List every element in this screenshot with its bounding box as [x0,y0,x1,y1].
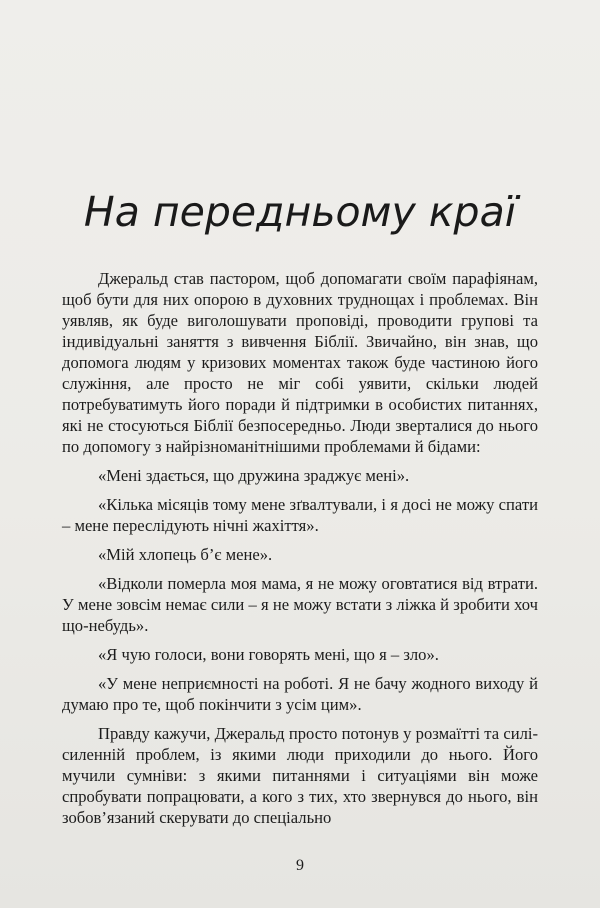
chapter-body [62,268,538,836]
quote-2: «Кілька місяців тому мене зґвалтували, і я досі не можу спати – мене переслідують нічні жахіття». [62,495,538,535]
quote-3: «Мій хлопець б’є мене». [98,545,273,564]
chapter-title: На передньому краї [83,188,517,236]
closing-paragraph: Правду кажучи, Джеральд просто потонув у розмаїтті та силі-силенній проблем, із якими люди приходили до нього. Його мучили сумніви: з якими питаннями і ситуаціями він може спробувати попрацювати, а кого з тих, хто звернувся до нього, він зобов’язаний скерувати до спеціально [62,724,538,827]
quote-4: «Відколи померла моя мама, я не можу оговтатися від втрати. У мене зовсім немає сили – я не можу встати з ліжка й зробити хоч що-небудь». [62,574,538,635]
intro-paragraph: Джеральд став пастором, щоб допомагати своїм парафіянам, щоб бути для них опорою в духовних труднощах і проблемах. Він уявляв, як буде виголошувати проповіді, проводити групові та індивідуальні заняття з вивчення Біблії. Звичайно, він знав, що допомога людям у кризових моментах також буде частиною його служіння, але просто не міг собі уявити, скільки людей потребуватимуть його поради й підтримки в особистих питаннях, які не стосуються Біблії безпосередньо. Люди зверталися до нього по допомогу з найрізноманітнішими проблемами й бідами: [62,269,538,456]
quote-6: «У мене неприємності на роботі. Я не бачу жодного виходу й думаю про те, щоб покінчити з усім цим». [62,674,538,714]
page-number: 9 [296,857,304,874]
quote-5: «Я чую голоси, вони говорять мені, що я – зло». [98,645,439,664]
quote-1: «Мені здається, що дружина зраджує мені». [98,466,410,485]
